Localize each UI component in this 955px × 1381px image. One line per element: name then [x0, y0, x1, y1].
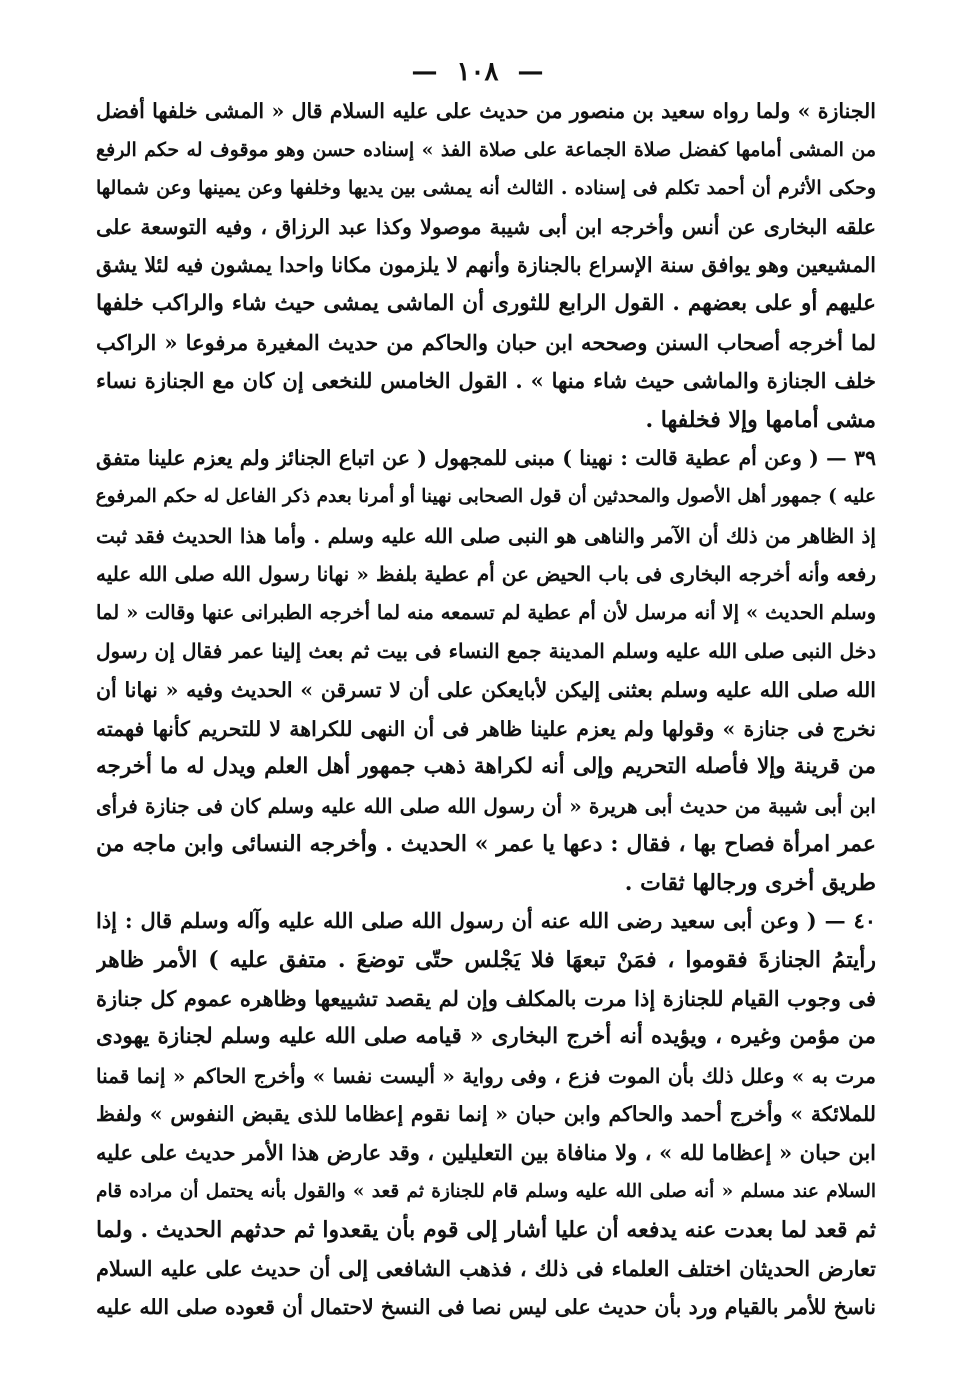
text-line: إذ الظاهر من ذلك أن الآمر والناهى هو النبى صلى الله عليه وسلم . وأما هذا الحديث فقد ثبت	[96, 523, 876, 548]
text-line: عليهم أو على بعضهم . القول الرابع للثورى أن الماشى يمشى حيث شاء والراكب خلفها	[96, 290, 876, 316]
page-number-dash-left: —	[411, 57, 438, 87]
text-line: ابن حبان « إعظاما لله » ، ولا منافاة بين التعليلين ، وقد عارض هذا الأمر حديث على عليه	[96, 1140, 876, 1166]
text-line: عليه ) جمهور أهل الأصول والمحدثين أن قول الصحابى نهينا أو أمرنا بعدم ذكر الفاعل له حكم المرفوع	[96, 485, 876, 507]
text-line: وسلم الحديث » إلا أنه مرسل لأن أم عطية لم تسمعه منه لما أخرجه الطبرانى عنها وقالت « لما	[96, 600, 876, 624]
text-line: نخرج فى جنازة » وقولها ولم يعزم علينا ظاهر فى أن النهى للكراهة لا للتحريم كأنها فهمته	[96, 716, 876, 741]
text-line: مرت به » وعلل ذلك بأن الموت فزع ، وفى رواية « أليست نفسا » وأخرج الحاكم « إنما قمنا	[96, 1063, 876, 1088]
text-line: من المشى أمامها كفضل صلاة الجماعة على صلاة الفذ » إسناده حسن وهو موقوف له حكم الرفع	[96, 138, 876, 161]
text-line: للملائكة » وأخرج أحمد والحاكم وابن حبان « إنما نقوم إعظاما للذى يقبض النفوس » ولفظ	[96, 1102, 876, 1127]
text-line: مشى أمامها وإلا فخلفها .	[645, 406, 876, 433]
text-line: رأيتمُ الجنازةَ فقوموا ، فمَنْ تبعهَا فلا يَجْلس حتّى توضعَ . متفق عليه ) الأمر ظاهر	[96, 947, 876, 974]
text-line: من مؤمن وغيره ، ويؤيده أنه أخرج البخارى « قيامه صلى الله عليه وسلم لجنازة يهودى	[96, 1024, 876, 1050]
text-line: ناسخ للأمر بالقيام ورد بأن حديث على ليس نصا فى النسخ لاحتمال أن قعوده صلى الله عليه	[96, 1295, 876, 1320]
text-line: لما أخرجه أصحاب السنن وصححه ابن حبان والحاكم من حديث المغيرة مرفوعا « الراكب	[96, 329, 876, 355]
page-number	[0, 52, 955, 92]
body-text	[96, 92, 876, 1327]
text-line: وحكى الأثرم أن أحمد تكلم فى إسناده . الثالث أنه يمشى بين يديها وخلفها وعن يمينها وعن شمالها	[96, 177, 876, 200]
page-number-dash-right: —	[517, 57, 544, 87]
text-line: علقه البخارى عن أنس وأخرجه ابن أبى شيبة موصولا وكذا عبد الرزاق ، وفيه التوسعة على	[96, 214, 876, 239]
text-line: طريق أخرى ورجالها ثقات .	[624, 869, 876, 896]
text-line: ثم قعد لما بعدت عنه يدفعه أن عليا أشار إلى قوم بأن يقعدوا ثم حدثهم الحديث . ولما	[96, 1217, 876, 1244]
text-line: المشيعين وهو يوافق سنة الإسراع بالجنازة وأنهم لا يلزمون مكانا واحدا يمشون فيه لئلا يشق	[96, 253, 876, 278]
text-line: ابن أبى شيبة من حديث أبى هريرة « أن رسول الله صلى الله عليه وسلم كان فى جنازة فرأى	[96, 793, 876, 818]
text-line: الله صلى الله عليه وسلم بعثنى إليكن لأبايعكن على أن لا تسرقن » الحديث وفيه « نهانا أن	[96, 677, 876, 702]
text-line: الجنازة » ولما رواه سعيد بن منصور من حديث على عليه السلام قال « المشى خلفها أفضل	[96, 99, 876, 123]
text-line: رفعه وأنه أخرجه البخارى فى باب الحيض عن أم عطية بلفظ « نهانا رسول الله صلى الله عليه	[96, 562, 876, 587]
text-line: ٣٩ — ( وعن أم عطية قالت : نهينا ) مبنى للمجهول ( عن اتباع الجنائز ولم يعزم علينا متفق	[96, 446, 876, 471]
text-line: تعارض الحديثان اختلف العلماء فى ذلك ، فذهب الشافعى إلى أن حديث على عليه السلام	[96, 1255, 876, 1281]
text-line: ٤٠ — ( وعن أبى سعيد رضى الله عنه أن رسول الله صلى الله عليه وآله وسلم قال : إذا	[96, 908, 876, 934]
text-line: خلف الجنازة والماشى حيث شاء منها » . القول الخامس للنخعى إن كان مع الجنازة نساء	[96, 368, 876, 394]
text-line: السلام عند مسلم « أنه صلى الله عليه وسلم قام للجنازة ثم قعد » والقول بأنه يحتمل أن مراده قام	[96, 1180, 876, 1202]
text-line: من قرينة وإلا فأصله التحريم وإلى أنه لكراهة ذهب جمهور أهل العلم ويدل له ما أخرجه	[96, 754, 876, 780]
text-line: عمر امرأة فصاح بها ، فقال : دعها يا عمر » الحديث . وأخرجه النسائى وابن ماجه من	[96, 831, 876, 858]
page-number-value: ١٠٨	[456, 57, 499, 87]
text-line: دخل النبى صلى الله عليه وسلم المدينة جمع النساء فى بيت ثم بعث إلينا عمر فقال إن رسول	[96, 639, 876, 664]
text-line: فى وجوب القيام للجنازة إذا مرت بالمكلف وإن لم يقصد تشييعها وظاهره عموم كل جنازة	[96, 985, 876, 1011]
